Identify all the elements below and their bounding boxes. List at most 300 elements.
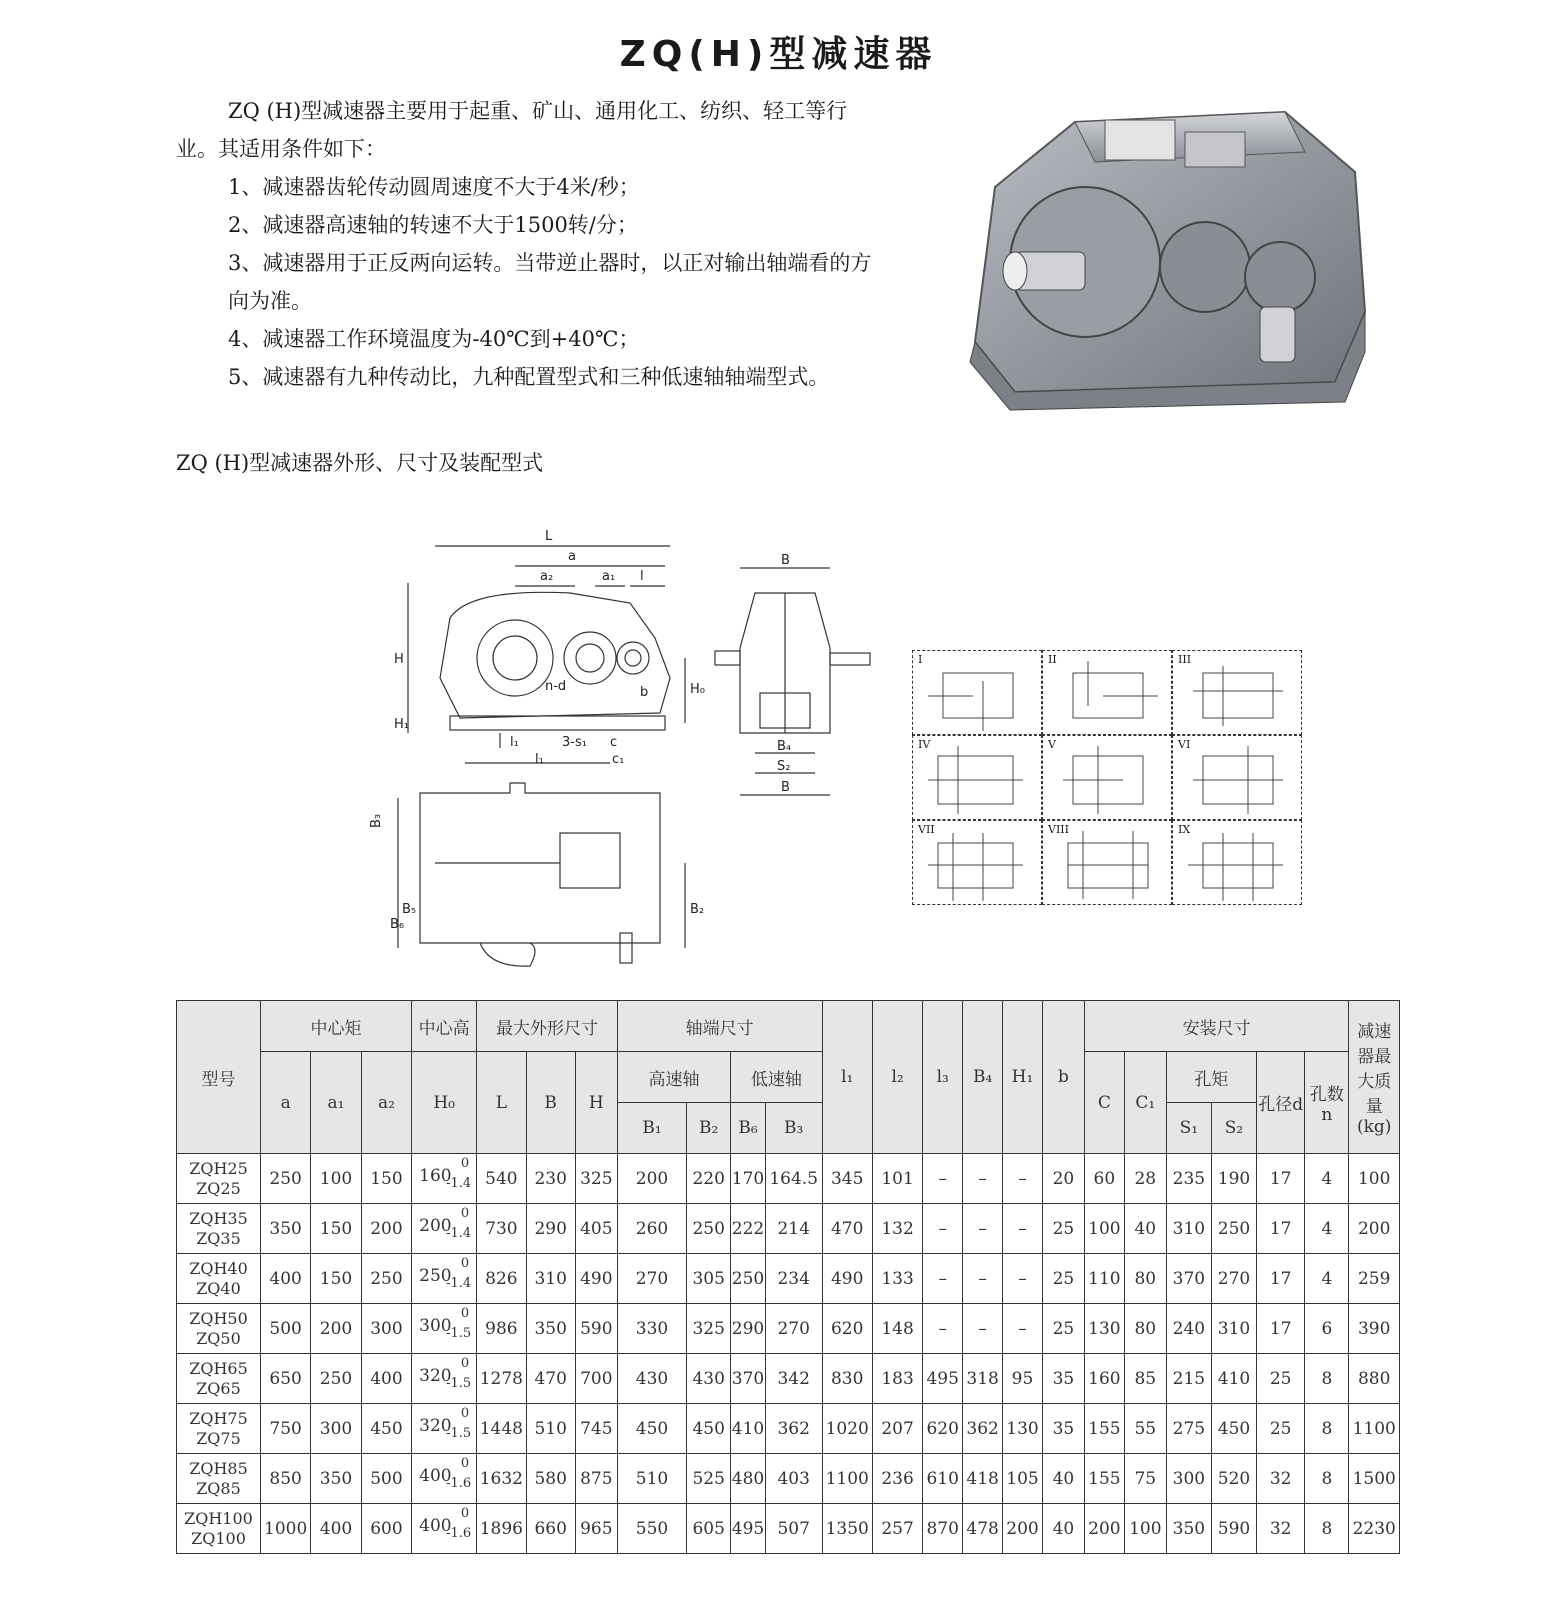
cell-a2: 450 <box>361 1404 411 1454</box>
model-zqh: ZQH75 <box>189 1408 248 1428</box>
cell-kg: 259 <box>1349 1254 1400 1304</box>
cell-l3: 870 <box>923 1504 963 1554</box>
cell-B: 230 <box>526 1154 575 1204</box>
cell-H1: 105 <box>1003 1454 1043 1504</box>
cell-a1: 100 <box>311 1154 361 1204</box>
cell-a1: 250 <box>311 1354 361 1404</box>
cell-H0 <box>412 1154 477 1204</box>
cell-H0 <box>412 1404 477 1454</box>
model-zqh: ZQH25 <box>189 1158 248 1178</box>
cell-C: 100 <box>1084 1204 1124 1254</box>
h0-lower-tol: -1.6 <box>446 1526 472 1541</box>
h0-lower-tol: -1.4 <box>446 1276 472 1291</box>
cell-l3: – <box>923 1254 963 1304</box>
cell-l3: 610 <box>923 1454 963 1504</box>
h0-upper-tol: 0 <box>460 1356 470 1371</box>
h0-upper-tol: 0 <box>460 1306 470 1321</box>
dim-H0: H₀ <box>690 682 705 697</box>
col-a1: a₁ <box>311 1052 361 1154</box>
cell-B1: 270 <box>617 1254 686 1304</box>
cell-kg: 1100 <box>1349 1404 1400 1454</box>
col-l3: l₃ <box>923 1001 963 1154</box>
cell-L: 1448 <box>477 1404 526 1454</box>
col-H: H <box>575 1052 617 1154</box>
cell-n: 8 <box>1305 1404 1349 1454</box>
cell-d: 25 <box>1257 1404 1305 1454</box>
cell-C1: 85 <box>1124 1354 1166 1404</box>
cell-l3: 620 <box>923 1404 963 1454</box>
h0-upper-tol: 0 <box>460 1256 470 1271</box>
cell-n: 4 <box>1305 1204 1349 1254</box>
h0-base: 200 <box>419 1216 452 1236</box>
cell-B3: 270 <box>765 1304 822 1354</box>
cell-a: 250 <box>260 1154 310 1204</box>
dim-B5: B₅ <box>402 902 417 917</box>
cell-H1: 130 <box>1003 1404 1043 1454</box>
cell-S2: 590 <box>1211 1504 1256 1554</box>
dim-B2: B₂ <box>690 902 705 917</box>
col-H0: H₀ <box>412 1052 477 1154</box>
layout-III: III <box>1172 650 1302 735</box>
cell-C1: 28 <box>1124 1154 1166 1204</box>
model-zq: ZQ100 <box>191 1528 246 1548</box>
cell-l2: 257 <box>872 1504 922 1554</box>
cell-kg: 880 <box>1349 1354 1400 1404</box>
cell-C1: 75 <box>1124 1454 1166 1504</box>
col-L: L <box>477 1052 526 1154</box>
model-zq: ZQ25 <box>196 1178 241 1198</box>
cell-S2: 450 <box>1211 1404 1256 1454</box>
cell-a1: 150 <box>311 1204 361 1254</box>
intro-text <box>176 92 886 396</box>
col-center-distance: 中心矩 <box>260 1001 411 1052</box>
cell-model <box>177 1154 261 1204</box>
cell-H0 <box>412 1304 477 1354</box>
cell-S2: 270 <box>1211 1254 1256 1304</box>
cell-B4: – <box>963 1304 1003 1354</box>
cell-S2: 410 <box>1211 1354 1256 1404</box>
dim-nd: n-d <box>545 679 567 694</box>
dim-lL: l₁ <box>535 752 544 767</box>
table-row <box>177 1454 1400 1504</box>
layout-V-icon <box>1043 736 1173 821</box>
model-zqh: ZQH35 <box>189 1208 248 1228</box>
tolerance-value <box>415 1256 473 1296</box>
cell-kg: 2230 <box>1349 1504 1400 1554</box>
cell-B6: 370 <box>731 1354 766 1404</box>
h0-lower-tol: -1.4 <box>446 1176 472 1191</box>
cell-B2: 220 <box>687 1154 731 1204</box>
cell-d: 25 <box>1257 1354 1305 1404</box>
cell-S1: 240 <box>1166 1304 1211 1354</box>
col-B: B <box>526 1052 575 1154</box>
h0-upper-tol: 0 <box>460 1156 470 1171</box>
cell-B6: 480 <box>731 1454 766 1504</box>
cell-H: 325 <box>575 1154 617 1204</box>
cell-H: 700 <box>575 1354 617 1404</box>
cell-S1: 235 <box>1166 1154 1211 1204</box>
cell-B4: 478 <box>963 1504 1003 1554</box>
cell-H: 745 <box>575 1404 617 1454</box>
cell-a: 400 <box>260 1254 310 1304</box>
dim-a2: a₂ <box>540 569 554 584</box>
cell-l1: 830 <box>822 1354 872 1404</box>
cell-L: 540 <box>477 1154 526 1204</box>
dim-l1: l₁ <box>510 735 519 750</box>
model-zq: ZQ65 <box>196 1378 241 1398</box>
cell-a: 1000 <box>260 1504 310 1554</box>
cell-C1: 100 <box>1124 1504 1166 1554</box>
cell-d: 32 <box>1257 1454 1305 1504</box>
cell-b: 20 <box>1042 1154 1084 1204</box>
cell-B4: 418 <box>963 1454 1003 1504</box>
cell-H1: – <box>1003 1254 1043 1304</box>
side-view-drawing <box>715 553 905 813</box>
cell-kg: 100 <box>1349 1154 1400 1204</box>
cell-l1: 470 <box>822 1204 872 1254</box>
cell-a2: 300 <box>361 1304 411 1354</box>
cell-C: 155 <box>1084 1454 1124 1504</box>
dim-c1: c₁ <box>612 752 625 767</box>
cell-n: 8 <box>1305 1354 1349 1404</box>
cell-H: 590 <box>575 1304 617 1354</box>
layout-II: II <box>1042 650 1172 735</box>
layout-III-icon <box>1173 651 1303 736</box>
cell-L: 986 <box>477 1304 526 1354</box>
cell-n: 4 <box>1305 1154 1349 1204</box>
cell-B1: 430 <box>617 1354 686 1404</box>
cell-model <box>177 1304 261 1354</box>
h0-base: 300 <box>419 1316 452 1336</box>
table-row <box>177 1154 1400 1204</box>
cell-S1: 215 <box>1166 1354 1211 1404</box>
cell-l3: 495 <box>923 1354 963 1404</box>
cell-b: 40 <box>1042 1504 1084 1554</box>
h0-upper-tol: 0 <box>460 1406 470 1421</box>
col-B2: B₂ <box>687 1103 731 1154</box>
cell-C1: 80 <box>1124 1254 1166 1304</box>
h0-base: 320 <box>419 1416 452 1436</box>
cell-a: 500 <box>260 1304 310 1354</box>
tolerance-value <box>415 1506 473 1546</box>
cell-l1: 1100 <box>822 1454 872 1504</box>
cell-a1: 400 <box>311 1504 361 1554</box>
layout-IV: IV <box>912 735 1042 820</box>
cell-C: 130 <box>1084 1304 1124 1354</box>
cell-B4: – <box>963 1254 1003 1304</box>
cell-model <box>177 1354 261 1404</box>
cell-B6: 495 <box>731 1504 766 1554</box>
col-model: 型号 <box>177 1001 261 1154</box>
cell-H: 965 <box>575 1504 617 1554</box>
cell-C: 60 <box>1084 1154 1124 1204</box>
cell-S1: 370 <box>1166 1254 1211 1304</box>
cell-S1: 300 <box>1166 1454 1211 1504</box>
col-mass: 减速器最大质量(kg) <box>1349 1001 1400 1154</box>
dim-B6: B₆ <box>390 917 405 932</box>
cell-kg: 1500 <box>1349 1454 1400 1504</box>
condition-1: 1、减速器齿轮传动圆周速度不大于4米/秒； <box>228 175 640 199</box>
cell-B: 310 <box>526 1254 575 1304</box>
cell-l3: – <box>923 1154 963 1204</box>
cell-l2: 207 <box>872 1404 922 1454</box>
cell-B2: 430 <box>687 1354 731 1404</box>
cell-B: 660 <box>526 1504 575 1554</box>
col-C: C <box>1084 1052 1124 1154</box>
col-B3: B₃ <box>765 1103 822 1154</box>
tolerance-value <box>415 1306 473 1346</box>
cell-S2: 310 <box>1211 1304 1256 1354</box>
cell-H1: – <box>1003 1154 1043 1204</box>
cell-B2: 605 <box>687 1504 731 1554</box>
cell-l1: 490 <box>822 1254 872 1304</box>
col-shaft-dims: 轴端尺寸 <box>617 1001 822 1052</box>
col-S2: S₂ <box>1211 1103 1256 1154</box>
layout-IX: IX <box>1172 820 1302 905</box>
h0-base: 320 <box>419 1366 452 1386</box>
cell-model <box>177 1504 261 1554</box>
cell-a1: 150 <box>311 1254 361 1304</box>
col-install-dims: 安装尺寸 <box>1084 1001 1348 1052</box>
cell-b: 25 <box>1042 1204 1084 1254</box>
h0-lower-tol: -1.5 <box>446 1326 472 1341</box>
layout-VIII-icon <box>1043 821 1173 906</box>
col-high-speed: 高速轴 <box>617 1052 730 1103</box>
cell-B6: 250 <box>731 1254 766 1304</box>
cell-a1: 350 <box>311 1454 361 1504</box>
cell-B2: 325 <box>687 1304 731 1354</box>
cell-H0 <box>412 1504 477 1554</box>
cell-b: 35 <box>1042 1354 1084 1404</box>
model-zq: ZQ50 <box>196 1328 241 1348</box>
h0-base: 250 <box>419 1266 452 1286</box>
cell-B2: 450 <box>687 1404 731 1454</box>
cell-a2: 500 <box>361 1454 411 1504</box>
layout-VIII: VIII <box>1042 820 1172 905</box>
model-zq: ZQ40 <box>196 1278 241 1298</box>
cell-d: 17 <box>1257 1154 1305 1204</box>
cell-H: 405 <box>575 1204 617 1254</box>
cell-kg: 200 <box>1349 1204 1400 1254</box>
cell-l2: 236 <box>872 1454 922 1504</box>
col-l1: l₁ <box>822 1001 872 1154</box>
cell-S2: 520 <box>1211 1454 1256 1504</box>
cell-L: 1278 <box>477 1354 526 1404</box>
cell-B1: 550 <box>617 1504 686 1554</box>
cell-a: 650 <box>260 1354 310 1404</box>
cell-B: 470 <box>526 1354 575 1404</box>
dim-B: B <box>781 553 790 568</box>
dim-S2: S₂ <box>777 759 791 774</box>
cell-B4: 362 <box>963 1404 1003 1454</box>
cell-H1: – <box>1003 1304 1043 1354</box>
cell-n: 6 <box>1305 1304 1349 1354</box>
cell-B: 350 <box>526 1304 575 1354</box>
col-B4: B₄ <box>963 1001 1003 1154</box>
cell-H0 <box>412 1454 477 1504</box>
intro-paragraph: ZQ (H)型减速器主要用于起重、矿山、通用化工、纺织、轻工等行业。其适用条件如下： <box>176 99 848 161</box>
cell-l2: 148 <box>872 1304 922 1354</box>
cell-H1: 95 <box>1003 1354 1043 1404</box>
cell-a: 750 <box>260 1404 310 1454</box>
model-zq: ZQ85 <box>196 1478 241 1498</box>
model-zqh: ZQH65 <box>189 1358 248 1378</box>
layout-IV-icon <box>913 736 1043 821</box>
cell-B6: 222 <box>731 1204 766 1254</box>
cell-L: 1632 <box>477 1454 526 1504</box>
table-row <box>177 1504 1400 1554</box>
cell-a2: 150 <box>361 1154 411 1204</box>
cell-a2: 600 <box>361 1504 411 1554</box>
h0-base: 160 <box>419 1166 452 1186</box>
cell-C: 160 <box>1084 1354 1124 1404</box>
h0-upper-tol: 0 <box>460 1456 470 1471</box>
section-subtitle: ZQ (H)型减速器外形、尺寸及装配型式 <box>176 451 544 475</box>
col-hole-n: 孔数n <box>1305 1052 1349 1154</box>
col-max-dims: 最大外形尺寸 <box>477 1001 618 1052</box>
layout-II-icon <box>1043 651 1173 736</box>
cell-l2: 183 <box>872 1354 922 1404</box>
model-zq: ZQ35 <box>196 1228 241 1248</box>
tolerance-value <box>415 1206 473 1246</box>
cell-d: 17 <box>1257 1254 1305 1304</box>
cell-d: 32 <box>1257 1504 1305 1554</box>
cell-B: 580 <box>526 1454 575 1504</box>
cell-H: 490 <box>575 1254 617 1304</box>
col-hole-d: 孔径d <box>1257 1052 1305 1154</box>
cell-B6: 170 <box>731 1154 766 1204</box>
cell-H1: – <box>1003 1204 1043 1254</box>
cell-l3: – <box>923 1304 963 1354</box>
layout-I-icon <box>913 651 1043 736</box>
col-hole-spacing: 孔矩 <box>1166 1052 1256 1103</box>
cell-B4: 318 <box>963 1354 1003 1404</box>
table-row <box>177 1254 1400 1304</box>
cell-l1: 620 <box>822 1304 872 1354</box>
model-zq: ZQ75 <box>196 1428 241 1448</box>
dim-L: L <box>545 529 553 544</box>
cell-n: 8 <box>1305 1504 1349 1554</box>
cell-B4: – <box>963 1154 1003 1204</box>
cell-B1: 450 <box>617 1404 686 1454</box>
cell-B3: 507 <box>765 1504 822 1554</box>
cell-model <box>177 1404 261 1454</box>
col-low-speed: 低速轴 <box>731 1052 822 1103</box>
cell-H: 875 <box>575 1454 617 1504</box>
cell-l1: 1020 <box>822 1404 872 1454</box>
model-zqh: ZQH85 <box>189 1458 248 1478</box>
model-zqh: ZQH100 <box>184 1508 253 1528</box>
cell-l2: 132 <box>872 1204 922 1254</box>
dim-b: b <box>640 685 649 700</box>
h0-upper-tol: 0 <box>460 1206 470 1221</box>
table-row <box>177 1404 1400 1454</box>
cell-B3: 234 <box>765 1254 822 1304</box>
tolerance-value <box>415 1456 473 1496</box>
reducer-photo <box>955 92 1385 412</box>
tolerance-value <box>415 1356 473 1396</box>
dim-B4: B₄ <box>777 739 792 754</box>
dim-s1: 3-s₁ <box>562 735 587 750</box>
col-a2: a₂ <box>361 1052 411 1154</box>
cell-B1: 260 <box>617 1204 686 1254</box>
cell-l2: 101 <box>872 1154 922 1204</box>
cell-d: 17 <box>1257 1204 1305 1254</box>
cell-B: 510 <box>526 1404 575 1454</box>
cell-B3: 214 <box>765 1204 822 1254</box>
table-row <box>177 1204 1400 1254</box>
col-S1: S₁ <box>1166 1103 1211 1154</box>
col-C1: C₁ <box>1124 1052 1166 1154</box>
cell-C: 110 <box>1084 1254 1124 1304</box>
cell-B: 290 <box>526 1204 575 1254</box>
h0-lower-tol: -1.4 <box>446 1226 472 1241</box>
cell-L: 730 <box>477 1204 526 1254</box>
cell-a: 850 <box>260 1454 310 1504</box>
col-a: a <box>260 1052 310 1154</box>
cell-B3: 342 <box>765 1354 822 1404</box>
assembly-layouts <box>912 650 1307 908</box>
layout-V: V <box>1042 735 1172 820</box>
cell-B2: 250 <box>687 1204 731 1254</box>
model-zqh: ZQH50 <box>189 1308 248 1328</box>
layout-VI: VI <box>1172 735 1302 820</box>
cell-H0 <box>412 1254 477 1304</box>
dim-B3: B₃ <box>369 813 384 828</box>
cell-d: 17 <box>1257 1304 1305 1354</box>
condition-4: 4、减速器工作环境温度为-40℃到+40℃； <box>228 327 640 351</box>
cell-l2: 133 <box>872 1254 922 1304</box>
cell-b: 25 <box>1042 1254 1084 1304</box>
cell-B6: 290 <box>731 1304 766 1354</box>
cell-a2: 200 <box>361 1204 411 1254</box>
cell-n: 4 <box>1305 1254 1349 1304</box>
cell-B6: 410 <box>731 1404 766 1454</box>
condition-5: 5、减速器有九种传动比，九种配置型式和三种低速轴轴端型式。 <box>228 365 830 389</box>
col-center-height: 中心高 <box>412 1001 477 1052</box>
cell-S2: 190 <box>1211 1154 1256 1204</box>
dim-H1: H₁ <box>394 717 409 732</box>
cell-l1: 345 <box>822 1154 872 1204</box>
layout-VI-icon <box>1173 736 1303 821</box>
cell-C1: 40 <box>1124 1204 1166 1254</box>
layout-IX-icon <box>1173 821 1303 906</box>
cell-B2: 525 <box>687 1454 731 1504</box>
dim-c: c <box>610 735 618 750</box>
col-b: b <box>1042 1001 1084 1154</box>
col-H1: H₁ <box>1003 1001 1043 1154</box>
cell-C1: 80 <box>1124 1304 1166 1354</box>
dim-a1: a₁ <box>602 569 616 584</box>
cell-H0 <box>412 1204 477 1254</box>
cell-L: 826 <box>477 1254 526 1304</box>
dim-H: H <box>394 652 404 667</box>
table-row <box>177 1304 1400 1354</box>
cell-B4: – <box>963 1204 1003 1254</box>
h0-lower-tol: -1.6 <box>446 1476 472 1491</box>
col-B1: B₁ <box>617 1103 686 1154</box>
condition-3: 3、减速器用于正反两向运转。当带逆止器时，以正对输出轴端看的方向为准。 <box>228 251 872 313</box>
cell-B1: 330 <box>617 1304 686 1354</box>
cell-b: 40 <box>1042 1454 1084 1504</box>
cell-l3: – <box>923 1204 963 1254</box>
cell-B2: 305 <box>687 1254 731 1304</box>
h0-lower-tol: -1.5 <box>446 1376 472 1391</box>
dim-l: l <box>640 569 644 584</box>
cell-S2: 250 <box>1211 1204 1256 1254</box>
h0-base: 400 <box>419 1466 452 1486</box>
col-l2: l₂ <box>872 1001 922 1154</box>
